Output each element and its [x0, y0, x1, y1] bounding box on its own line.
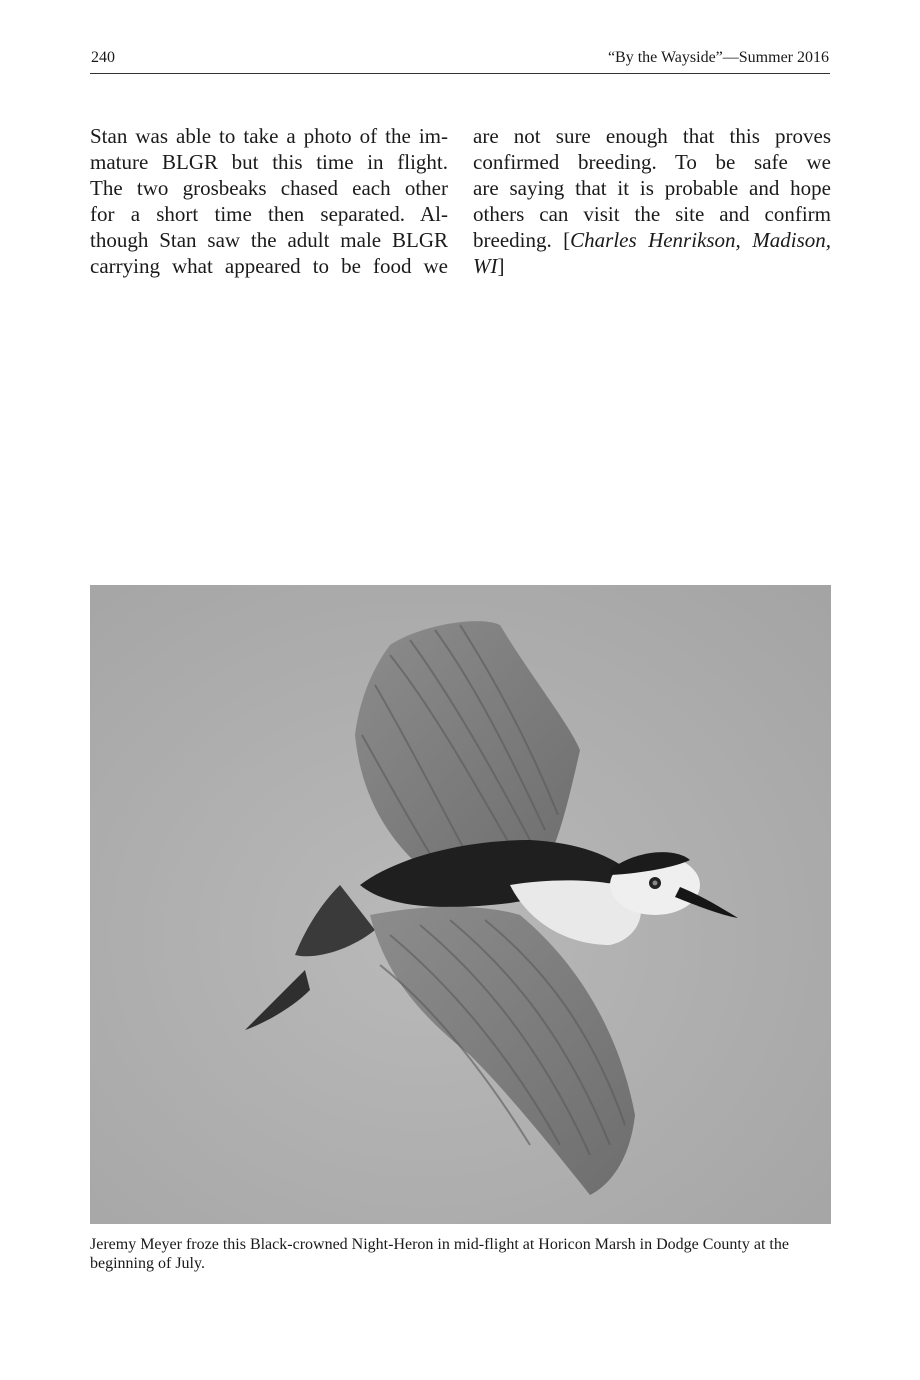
running-head: “By the Wayside”—Summer 2016 — [607, 49, 829, 66]
body-line-with-signature — [473, 227, 831, 253]
body-line: confirmed breeding. To be safe we — [473, 150, 831, 174]
body-line-end — [473, 253, 831, 279]
body-line: others can visit the site and confirm — [473, 202, 831, 226]
body-line: carrying what appeared to be food we — [90, 254, 448, 278]
heron-photo — [90, 585, 831, 1224]
closing-bracket: ] — [497, 254, 505, 278]
body-line: are saying that it is probable and hope — [473, 176, 831, 200]
body-text: breeding. [ — [473, 228, 571, 252]
header-rule — [90, 73, 830, 74]
text-column-left — [90, 123, 448, 279]
body-line: mature BLGR but this time in flight. — [90, 150, 448, 174]
body-line: for a short time then separated. Al- — [90, 202, 448, 226]
body-line: though Stan saw the adult male BLGR — [90, 228, 448, 252]
text-column-right — [473, 123, 831, 279]
author-signature: Charles Henrikson, Madison, — [570, 228, 831, 252]
author-location: WI — [473, 254, 498, 278]
photo-caption: Jeremy Meyer froze this Black-crowned Night-Heron in mid-flight at Horicon Marsh in Dodge County at the beginning of July. — [90, 1236, 789, 1272]
page-number: 240 — [91, 49, 115, 66]
body-line: The two grosbeaks chased each other — [90, 176, 448, 200]
body-line: Stan was able to take a photo of the im- — [90, 124, 448, 148]
body-line: are not sure enough that this proves — [473, 124, 831, 148]
